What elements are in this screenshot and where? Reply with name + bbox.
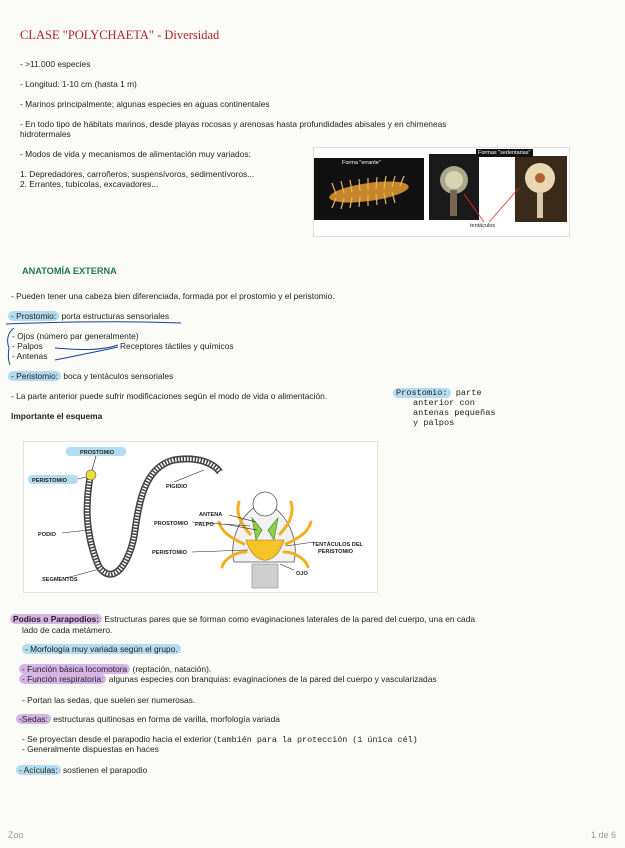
note-line-2: anterior con — [413, 398, 475, 408]
diag-ojo: OJO — [296, 571, 308, 577]
prostomio-term: - Prostomio: — [8, 311, 59, 321]
funcion-resp-text: algunas especies con branquias: evaginaciones de la pared del cuerpo y vascularizadas — [106, 674, 437, 684]
marine-line: - Marinos principalmente; algunas especies en aguas continentales — [20, 99, 270, 109]
aciculas-line — [16, 765, 147, 776]
diag-peristomio: PERISTOMIO — [32, 478, 68, 484]
morfologia-text: - Morfología muy variada según el grupo. — [22, 644, 181, 654]
anatomy-diagram — [23, 441, 378, 593]
funcion-resp-term: - Función respiratoria: — [19, 674, 106, 684]
funcion-basica-line — [19, 664, 211, 675]
ojos-line: - Ojos (número par generalmente) — [12, 331, 139, 341]
importante-label: Importante el esquema — [11, 411, 103, 421]
note-line-4: y palpos — [413, 418, 455, 428]
diag-peristomio-2: PERISTOMIO — [152, 550, 188, 556]
polychaete-photos — [313, 147, 570, 237]
receptores-line: Receptores táctiles y químicos — [120, 341, 234, 351]
diag-tentaculos-1: TENTÁCULOS DEL — [312, 542, 363, 548]
sedas-text: estructuras quitinosas en forma de varilla, morfología variada — [50, 714, 280, 724]
list-item-1: 1. Depredadores, carroñeros, suspensívoros, sedimentívoros... — [20, 169, 255, 179]
habitats-line: - En todo tipo de hábitats marinos, desde playas rocosas y arenosas hasta profundidades abisales y en chimeneas — [20, 119, 447, 129]
footer-page-number: 1 de 6 — [590, 830, 616, 840]
note-term: Prostomio: — [393, 388, 451, 398]
sedas-term: -Sedas: — [16, 714, 51, 724]
diag-prostomio: PROSTOMIO — [80, 450, 115, 456]
habitats-line-2: hidrotermales — [20, 129, 71, 139]
footer-course: Zoo — [8, 830, 24, 840]
diag-antena: ANTENA — [199, 512, 223, 518]
note-line-3: antenas pequeñas — [413, 408, 496, 418]
head-line: - Pueden tener una cabeza bien diferenciada, formada por el prostomio y el peristomio. — [11, 291, 335, 301]
length-line: - Longitud: 1-10 cm (hasta 1 m) — [20, 79, 137, 89]
peristomio-line — [8, 371, 173, 382]
proyectan-note: también para la protección (1 única cél) — [216, 735, 418, 745]
diag-segmentos: SEGMENTOS — [42, 577, 78, 583]
portan-line: - Portan las sedas, que suelen ser numerosas. — [22, 695, 196, 705]
morfologia-line — [22, 644, 181, 655]
peristomio-text: boca y tentáculos sensoriales — [61, 371, 174, 381]
peristomio-term: - Peristomio: — [8, 371, 61, 381]
funcion-resp-line — [19, 674, 437, 685]
prostomio-text: porta estructuras sensoriales — [59, 311, 170, 321]
label-errante: Forma "errante" — [342, 160, 381, 166]
parapodios-line-2: lado de cada metámero. — [22, 625, 113, 635]
parapodios-line — [10, 614, 475, 625]
diag-tentaculos-2: PERISTOMIO — [318, 549, 354, 555]
funcion-basica-text: (reptación, natación). — [130, 664, 212, 674]
proyectan-text: - Se proyectan desde el parapodio hacia el exterior ( — [22, 734, 217, 744]
page-title: CLASE "POLYCHAETA" - Diversidad — [20, 28, 220, 42]
list-item-2: 2. Errantes, tubícolas, excavadores... — [20, 179, 159, 189]
diag-palpo: PALPO — [195, 522, 214, 528]
parapodios-text: Estructuras pares que se forman como evaginaciones laterales de la pared del cuerpo, una en cada — [102, 614, 476, 624]
modes-line: - Modos de vida y mecanismos de alimentación muy variados: — [20, 149, 251, 159]
sedas-line — [16, 714, 280, 725]
note-rest: parte — [450, 388, 482, 398]
funcion-basica-term: - Función básica locomotora — [19, 664, 130, 674]
dispuestas-line: - Generalmente dispuestas en haces — [22, 744, 159, 754]
anatomy-heading: ANATOMÍA EXTERNA — [22, 266, 117, 276]
diag-prostomio-2: PROSTOMIO — [154, 521, 189, 527]
parapodios-term: Podios o Parapodios: — [10, 614, 102, 624]
anterior-mod-line: - La parte anterior puede sufrir modificaciones según el modo de vida o alimentación. — [11, 391, 328, 401]
aciculas-text: sostienen el parapodio — [60, 765, 148, 775]
label-sedentarias: Formas "sedentarias" — [478, 150, 531, 156]
label-tentaculos: tentáculos — [470, 223, 496, 229]
aciculas-term: - Acículas: — [16, 765, 61, 775]
diag-podio: PODIO — [38, 532, 57, 538]
diagram-drawing — [24, 442, 377, 592]
species-count: - >11.000 especies — [20, 59, 91, 69]
palpos-line: - Palpos — [12, 341, 43, 351]
antenas-line: - Antenas — [12, 351, 48, 361]
diag-pigidio: PIGIDIO — [166, 484, 188, 490]
handwritten-note — [393, 388, 496, 428]
